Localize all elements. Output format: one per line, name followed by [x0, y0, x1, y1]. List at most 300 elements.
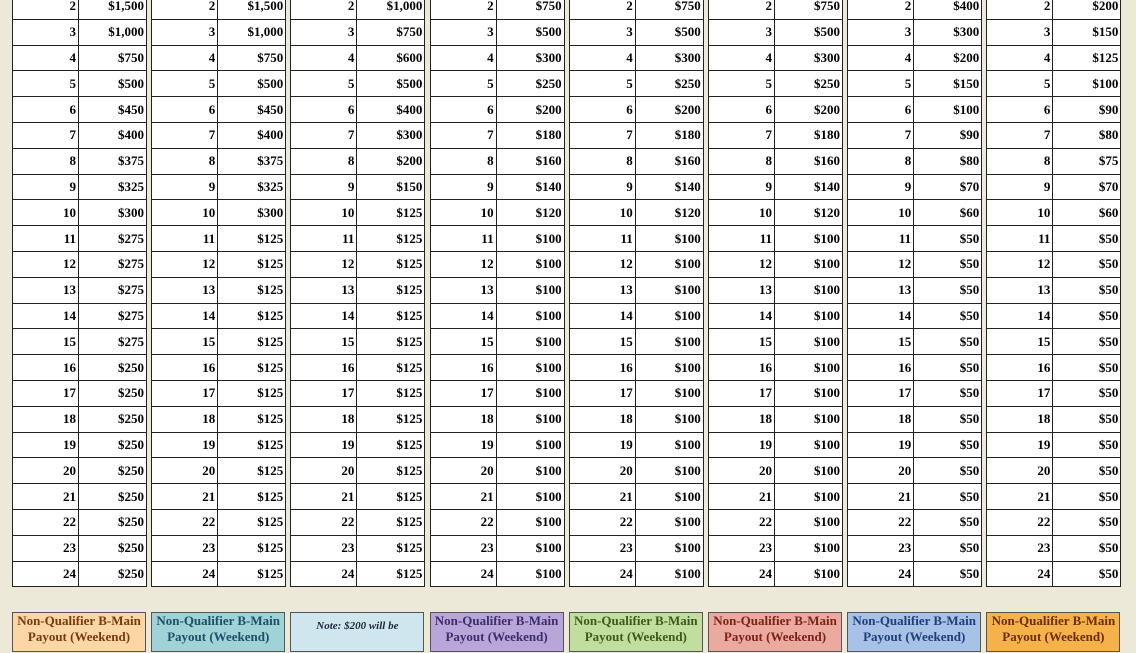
position-cell: 8: [569, 148, 635, 174]
payout-amount-cell: $80: [914, 148, 982, 174]
payout-amount-cell: $1,500: [218, 0, 286, 19]
position-cell: 18: [152, 406, 218, 432]
payout-amount-cell: $125: [218, 226, 286, 252]
payout-amount-cell: $250: [79, 561, 147, 587]
table-footer-label: Non-Qualifier B-Main Payout (Weekend): [12, 612, 146, 652]
payout-amount-cell: $100: [775, 226, 843, 252]
payout-amount-cell: $100: [496, 406, 564, 432]
position-cell: 2: [152, 0, 218, 19]
payout-amount-cell: $120: [775, 200, 843, 226]
position-cell: 4: [569, 45, 635, 71]
payout-amount-cell: $100: [635, 380, 703, 406]
table-row: [987, 0, 1121, 19]
table-row: [987, 380, 1121, 406]
position-cell: 17: [13, 380, 79, 406]
payout-amount-cell: $125: [357, 380, 425, 406]
payout-amount-cell: $100: [496, 226, 564, 252]
position-cell: 20: [13, 458, 79, 484]
table-row: [848, 458, 982, 484]
table-row: [291, 122, 425, 148]
payout-amount-cell: $750: [496, 0, 564, 19]
position-cell: 9: [987, 174, 1053, 200]
payout-amount-cell: $125: [218, 406, 286, 432]
table-row: [569, 561, 703, 587]
position-cell: 4: [291, 45, 357, 71]
payout-amount-cell: $500: [775, 19, 843, 45]
payout-amount-cell: $300: [496, 45, 564, 71]
position-cell: 7: [152, 122, 218, 148]
position-cell: 6: [13, 97, 79, 123]
position-cell: 17: [709, 380, 775, 406]
payout-amount-cell: $50: [1053, 458, 1121, 484]
position-cell: 16: [430, 355, 496, 381]
table-row: [13, 0, 147, 19]
payout-amount-cell: $125: [218, 458, 286, 484]
position-cell: 3: [152, 19, 218, 45]
payout-amount-cell: $100: [496, 380, 564, 406]
position-cell: 24: [709, 561, 775, 587]
position-cell: 3: [848, 19, 914, 45]
position-cell: 21: [291, 484, 357, 510]
payout-amount-cell: $750: [775, 0, 843, 19]
position-cell: 3: [709, 19, 775, 45]
position-cell: 14: [569, 303, 635, 329]
position-cell: 12: [987, 251, 1053, 277]
payout-amount-cell: $50: [1053, 561, 1121, 587]
position-cell: 14: [848, 303, 914, 329]
table-row: [13, 458, 147, 484]
position-cell: 21: [848, 484, 914, 510]
table-row: [569, 19, 703, 45]
payout-amount-cell: $150: [357, 174, 425, 200]
position-cell: 22: [152, 509, 218, 535]
position-cell: 4: [430, 45, 496, 71]
table-row: [430, 355, 564, 381]
payout-amount-cell: $300: [775, 45, 843, 71]
payout-column: [708, 0, 842, 653]
table-row: [987, 148, 1121, 174]
payout-amount-cell: $750: [218, 45, 286, 71]
position-cell: 4: [13, 45, 79, 71]
position-cell: 11: [152, 226, 218, 252]
table-row: [13, 355, 147, 381]
table-row: [848, 97, 982, 123]
position-cell: 11: [987, 226, 1053, 252]
payout-amount-cell: $100: [635, 355, 703, 381]
payout-column: [430, 0, 564, 653]
payout-amount-cell: $100: [635, 561, 703, 587]
position-cell: 3: [430, 19, 496, 45]
payout-table: [847, 0, 982, 587]
table-row: [152, 406, 286, 432]
table-row: [430, 535, 564, 561]
payout-amount-cell: $100: [775, 535, 843, 561]
position-cell: 23: [569, 535, 635, 561]
table-row: [430, 148, 564, 174]
payout-amount-cell: $125: [357, 561, 425, 587]
payout-amount-cell: $200: [357, 148, 425, 174]
payout-amount-cell: $100: [775, 303, 843, 329]
table-row: [569, 122, 703, 148]
position-cell: 22: [848, 509, 914, 535]
position-cell: 6: [569, 97, 635, 123]
position-cell: 24: [848, 561, 914, 587]
payout-amount-cell: $125: [357, 329, 425, 355]
table-row: [152, 432, 286, 458]
position-cell: 13: [291, 277, 357, 303]
position-cell: 12: [848, 251, 914, 277]
payout-amount-cell: $50: [1053, 355, 1121, 381]
position-cell: 16: [987, 355, 1053, 381]
payout-amount-cell: $100: [775, 484, 843, 510]
table-row: [848, 148, 982, 174]
table-row: [848, 535, 982, 561]
table-row: [152, 509, 286, 535]
table-row: [987, 226, 1121, 252]
table-row: [987, 561, 1121, 587]
payout-amount-cell: $1,000: [357, 0, 425, 19]
table-row: [569, 355, 703, 381]
position-cell: 2: [848, 0, 914, 19]
position-cell: 12: [569, 251, 635, 277]
table-row: [152, 45, 286, 71]
position-cell: 18: [291, 406, 357, 432]
payout-amount-cell: $100: [635, 535, 703, 561]
payout-amount-cell: $90: [914, 122, 982, 148]
table-row: [13, 97, 147, 123]
payout-amount-cell: $275: [79, 329, 147, 355]
payout-amount-cell: $70: [914, 174, 982, 200]
table-row: [569, 200, 703, 226]
table-row: [430, 561, 564, 587]
position-cell: 10: [569, 200, 635, 226]
position-cell: 18: [987, 406, 1053, 432]
payout-amount-cell: $500: [357, 71, 425, 97]
position-cell: 17: [569, 380, 635, 406]
position-cell: 20: [430, 458, 496, 484]
payout-amount-cell: $100: [635, 458, 703, 484]
payout-amount-cell: $80: [1053, 122, 1121, 148]
payout-column: [569, 0, 703, 653]
payout-amount-cell: $60: [914, 200, 982, 226]
position-cell: 7: [569, 122, 635, 148]
table-row: [430, 19, 564, 45]
position-cell: 17: [430, 380, 496, 406]
payout-amount-cell: $275: [79, 303, 147, 329]
payout-amount-cell: $100: [496, 329, 564, 355]
payout-amount-cell: $100: [635, 484, 703, 510]
position-cell: 13: [430, 277, 496, 303]
payout-amount-cell: $275: [79, 277, 147, 303]
payout-amount-cell: $1,500: [79, 0, 147, 19]
position-cell: 16: [709, 355, 775, 381]
position-cell: 24: [291, 561, 357, 587]
payout-column: [151, 0, 285, 653]
position-cell: 18: [13, 406, 79, 432]
position-cell: 15: [13, 329, 79, 355]
table-row: [987, 535, 1121, 561]
table-row: [152, 19, 286, 45]
payout-amount-cell: $125: [218, 251, 286, 277]
table-row: [13, 484, 147, 510]
payout-amount-cell: $200: [635, 97, 703, 123]
payout-amount-cell: $100: [914, 97, 982, 123]
position-cell: 6: [291, 97, 357, 123]
payout-amount-cell: $100: [775, 380, 843, 406]
position-cell: 10: [709, 200, 775, 226]
position-cell: 4: [709, 45, 775, 71]
position-cell: 19: [709, 432, 775, 458]
table-row: [13, 19, 147, 45]
table-row: [987, 174, 1121, 200]
position-cell: 7: [13, 122, 79, 148]
position-cell: 10: [848, 200, 914, 226]
payout-amount-cell: $300: [635, 45, 703, 71]
payout-amount-cell: $100: [775, 432, 843, 458]
position-cell: 4: [848, 45, 914, 71]
table-row: [709, 97, 843, 123]
table-row: [291, 484, 425, 510]
position-cell: 15: [987, 329, 1053, 355]
table-row: [848, 251, 982, 277]
payout-amount-cell: $50: [914, 458, 982, 484]
table-row: [848, 174, 982, 200]
table-row: [152, 122, 286, 148]
table-row: [848, 277, 982, 303]
payout-amount-cell: $250: [79, 380, 147, 406]
table-row: [291, 329, 425, 355]
position-cell: 6: [152, 97, 218, 123]
table-row: [569, 432, 703, 458]
table-row: [848, 509, 982, 535]
position-cell: 8: [291, 148, 357, 174]
payout-table: [12, 0, 147, 587]
payout-amount-cell: $100: [775, 355, 843, 381]
payout-amount-cell: $325: [79, 174, 147, 200]
table-row: [987, 45, 1121, 71]
table-row: [291, 535, 425, 561]
payout-amount-cell: $50: [1053, 251, 1121, 277]
payout-amount-cell: $500: [79, 71, 147, 97]
payout-amount-cell: $125: [357, 226, 425, 252]
position-cell: 3: [291, 19, 357, 45]
position-cell: 22: [709, 509, 775, 535]
payout-amount-cell: $140: [775, 174, 843, 200]
payout-amount-cell: $50: [1053, 509, 1121, 535]
table-row: [569, 251, 703, 277]
position-cell: 2: [430, 0, 496, 19]
table-row: [291, 432, 425, 458]
table-row: [291, 97, 425, 123]
payout-amount-cell: $120: [496, 200, 564, 226]
position-cell: 16: [291, 355, 357, 381]
payout-amount-cell: $125: [357, 200, 425, 226]
payout-amount-cell: $50: [914, 355, 982, 381]
table-row: [569, 303, 703, 329]
payout-table: [708, 0, 843, 587]
position-cell: 13: [709, 277, 775, 303]
position-cell: 21: [13, 484, 79, 510]
table-row: [13, 303, 147, 329]
payout-amount-cell: $50: [914, 277, 982, 303]
payout-amount-cell: $70: [1053, 174, 1121, 200]
payout-amount-cell: $250: [775, 71, 843, 97]
payout-amount-cell: $180: [496, 122, 564, 148]
table-row: [291, 226, 425, 252]
table-row: [13, 329, 147, 355]
table-row: [430, 174, 564, 200]
position-cell: 12: [430, 251, 496, 277]
table-row: [13, 148, 147, 174]
payout-amount-cell: $50: [914, 303, 982, 329]
payout-amount-cell: $100: [775, 509, 843, 535]
table-row: [987, 406, 1121, 432]
table-row: [430, 45, 564, 71]
payout-amount-cell: $125: [357, 458, 425, 484]
position-cell: 19: [152, 432, 218, 458]
position-cell: 17: [152, 380, 218, 406]
position-cell: 5: [569, 71, 635, 97]
table-row: [291, 251, 425, 277]
position-cell: 8: [987, 148, 1053, 174]
payout-amount-cell: $100: [635, 303, 703, 329]
payout-amount-cell: $300: [357, 122, 425, 148]
table-row: [152, 226, 286, 252]
payout-amount-cell: $90: [1053, 97, 1121, 123]
position-cell: 16: [848, 355, 914, 381]
payout-amount-cell: $375: [218, 148, 286, 174]
payout-note: Note: $200 will be: [290, 612, 424, 652]
payout-amount-cell: $100: [775, 406, 843, 432]
table-row: [13, 509, 147, 535]
table-row: [569, 458, 703, 484]
position-cell: 20: [848, 458, 914, 484]
payout-amount-cell: $160: [775, 148, 843, 174]
payout-amount-cell: $125: [218, 277, 286, 303]
table-row: [569, 148, 703, 174]
position-cell: 13: [987, 277, 1053, 303]
table-row: [13, 45, 147, 71]
table-row: [430, 406, 564, 432]
payout-amount-cell: $100: [1053, 71, 1121, 97]
table-row: [848, 484, 982, 510]
payout-amount-cell: $180: [775, 122, 843, 148]
table-row: [430, 97, 564, 123]
payout-amount-cell: $50: [914, 561, 982, 587]
payout-amount-cell: $125: [218, 329, 286, 355]
table-row: [152, 174, 286, 200]
table-row: [987, 458, 1121, 484]
table-row: [13, 535, 147, 561]
position-cell: 6: [709, 97, 775, 123]
payout-amount-cell: $450: [79, 97, 147, 123]
position-cell: 10: [291, 200, 357, 226]
payout-amount-cell: $50: [914, 484, 982, 510]
table-row: [430, 484, 564, 510]
position-cell: 24: [569, 561, 635, 587]
position-cell: 5: [848, 71, 914, 97]
table-row: [152, 535, 286, 561]
table-row: [13, 71, 147, 97]
position-cell: 5: [709, 71, 775, 97]
table-row: [848, 329, 982, 355]
position-cell: 11: [430, 226, 496, 252]
position-cell: 21: [987, 484, 1053, 510]
payout-amount-cell: $200: [1053, 0, 1121, 19]
payout-amount-cell: $100: [775, 251, 843, 277]
position-cell: 5: [13, 71, 79, 97]
payout-amount-cell: $100: [635, 406, 703, 432]
payout-amount-cell: $50: [1053, 406, 1121, 432]
position-cell: 18: [709, 406, 775, 432]
table-row: [569, 174, 703, 200]
payout-table: [290, 0, 425, 587]
payout-amount-cell: $100: [496, 535, 564, 561]
position-cell: 10: [987, 200, 1053, 226]
position-cell: 14: [987, 303, 1053, 329]
position-cell: 14: [709, 303, 775, 329]
position-cell: 18: [848, 406, 914, 432]
table-row: [709, 122, 843, 148]
payout-amount-cell: $250: [496, 71, 564, 97]
table-row: [152, 71, 286, 97]
table-row: [709, 432, 843, 458]
table-row: [430, 458, 564, 484]
table-row: [987, 484, 1121, 510]
payout-amount-cell: $50: [914, 251, 982, 277]
position-cell: 22: [291, 509, 357, 535]
table-row: [13, 200, 147, 226]
position-cell: 22: [430, 509, 496, 535]
table-row: [291, 174, 425, 200]
position-cell: 11: [709, 226, 775, 252]
payout-amount-cell: $100: [496, 509, 564, 535]
position-cell: 2: [709, 0, 775, 19]
position-cell: 22: [987, 509, 1053, 535]
table-row: [569, 97, 703, 123]
position-cell: 12: [152, 251, 218, 277]
position-cell: 11: [13, 226, 79, 252]
payout-amount-cell: $250: [79, 484, 147, 510]
payout-column: [986, 0, 1120, 653]
position-cell: 16: [152, 355, 218, 381]
position-cell: 24: [987, 561, 1053, 587]
payout-amount-cell: $140: [496, 174, 564, 200]
position-cell: 20: [152, 458, 218, 484]
table-row: [291, 458, 425, 484]
table-row: [709, 329, 843, 355]
table-row: [152, 303, 286, 329]
position-cell: 9: [291, 174, 357, 200]
table-row: [569, 0, 703, 19]
payout-amount-cell: $100: [635, 251, 703, 277]
payout-amount-cell: $250: [79, 535, 147, 561]
table-row: [13, 561, 147, 587]
table-row: [848, 0, 982, 19]
table-row: [987, 303, 1121, 329]
position-cell: 23: [848, 535, 914, 561]
position-cell: 17: [987, 380, 1053, 406]
table-row: [430, 71, 564, 97]
payout-amount-cell: $75: [1053, 148, 1121, 174]
payout-amount-cell: $250: [635, 71, 703, 97]
position-cell: 23: [152, 535, 218, 561]
payout-amount-cell: $300: [79, 200, 147, 226]
position-cell: 14: [152, 303, 218, 329]
table-row: [152, 200, 286, 226]
table-row: [291, 0, 425, 19]
position-cell: 13: [13, 277, 79, 303]
